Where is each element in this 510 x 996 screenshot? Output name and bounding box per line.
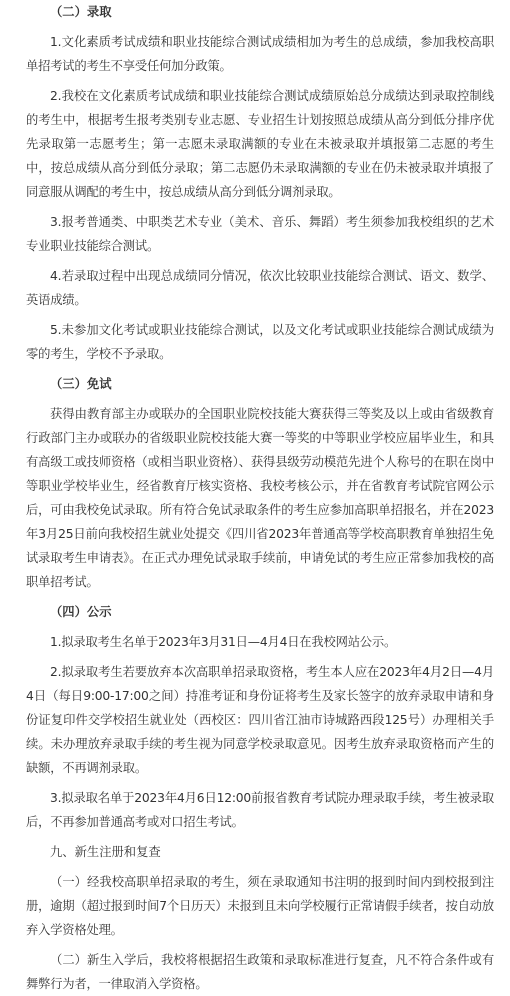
section-heading-exemption: （三）免试 [50,377,112,391]
section-heading-registration: 九、新生注册和复查 [50,845,161,859]
admission-item-3: 3.报考普通类、中职类艺术专业（美术、音乐、舞蹈）考生须参加我校组织的艺术专业职业技能综合测试。 [26,215,494,253]
admission-item-1: 1.文化素质考试成绩和职业技能综合测试成绩相加为考生的总成绩，参加我校高职单招考试的考生不享受任何加分政策。 [26,35,494,73]
registration-item-2: （二）新生入学后，我校将根据招生政策和录取标准进行复查，凡不符合条件或有舞弊行为者，一律取消入学资格。 [26,953,494,991]
section-heading-publicity: （四）公示 [50,605,112,619]
exemption-body: 获得由教育部主办或联办的全国职业院校技能大赛获得三等奖及以上或由省级教育行政部门主办或联办的省级职业院校技能大赛一等奖的中等职业学校应届毕业生，和具有高级工或技师资格（或相当职业资格）、获得县级劳动模范先进个人称号的在职在岗中等职业学校毕业生，经省教育厅核实资格、我校考核公示，并在省教育考试院官网公示后，可由我校免试录取。所有符合免试录取条件的考生应参加高职单招报名，并在2023年3月25日前向我校招生就业处提交《四川省2023年普通高等学校高职教育单独招生免试录取考生申请表》。在正式办理免试录取手续前，申请免试的考生应正常参加我校的高职单招考试。 [26,407,494,589]
publicity-item-3: 3.拟录取名单于2023年4月6日12:00前报省教育考试院办理录取手续，考生被录取后，不再参加普通高考或对口招生考试。 [26,791,494,829]
admission-item-4: 4.若录取过程中出现总成绩同分情况，依次比较职业技能综合测试、语文、数学、英语成绩。 [26,269,494,307]
registration-item-1: （一）经我校高职单招录取的考生，须在录取通知书注明的报到时间内到校报到注册，逾期（超过报到时间7个日历天）未报到且未向学校履行正常请假手续者，按自动放弃入学资格处理。 [26,875,494,937]
publicity-item-2: 2.拟录取考生若要放弃本次高职单招录取资格，考生本人应在2023年4月2日—4月4日（每日9:00-17:00之间）持准考证和身份证将考生及家长签字的放弃录取申请和身份证复印件交学校招生就业处（西校区：四川省江油市诗城路西段125号）办理相关手续。未办理放弃录取手续的考生视为同意学校录取意见。因考生放弃录取资格而产生的缺额，不再调剂录取。 [26,665,494,775]
admission-item-5: 5.未参加文化考试或职业技能综合测试，以及文化考试或职业技能综合测试成绩为零的考生，学校不予录取。 [26,323,494,361]
admission-item-2: 2.我校在文化素质考试成绩和职业技能综合测试成绩原始总分成绩达到录取控制线的考生中，根据考生报考类别专业志愿、专业招生计划按照总成绩从高分到低分排序优先录取第一志愿考生；第一志愿未录取满额的专业在未被录取并填报第二志愿的考生中，按总成绩从高分到低分录取；第二志愿仍未录取满额的专业在仍未被录取并填报了同意服从调配的考生中，按总成绩从高分到低分调剂录取。 [26,89,494,199]
section-heading-admission: （二）录取 [50,5,112,19]
publicity-item-1: 1.拟录取考生名单于2023年3月31日—4月4日在我校网站公示。 [50,635,397,649]
